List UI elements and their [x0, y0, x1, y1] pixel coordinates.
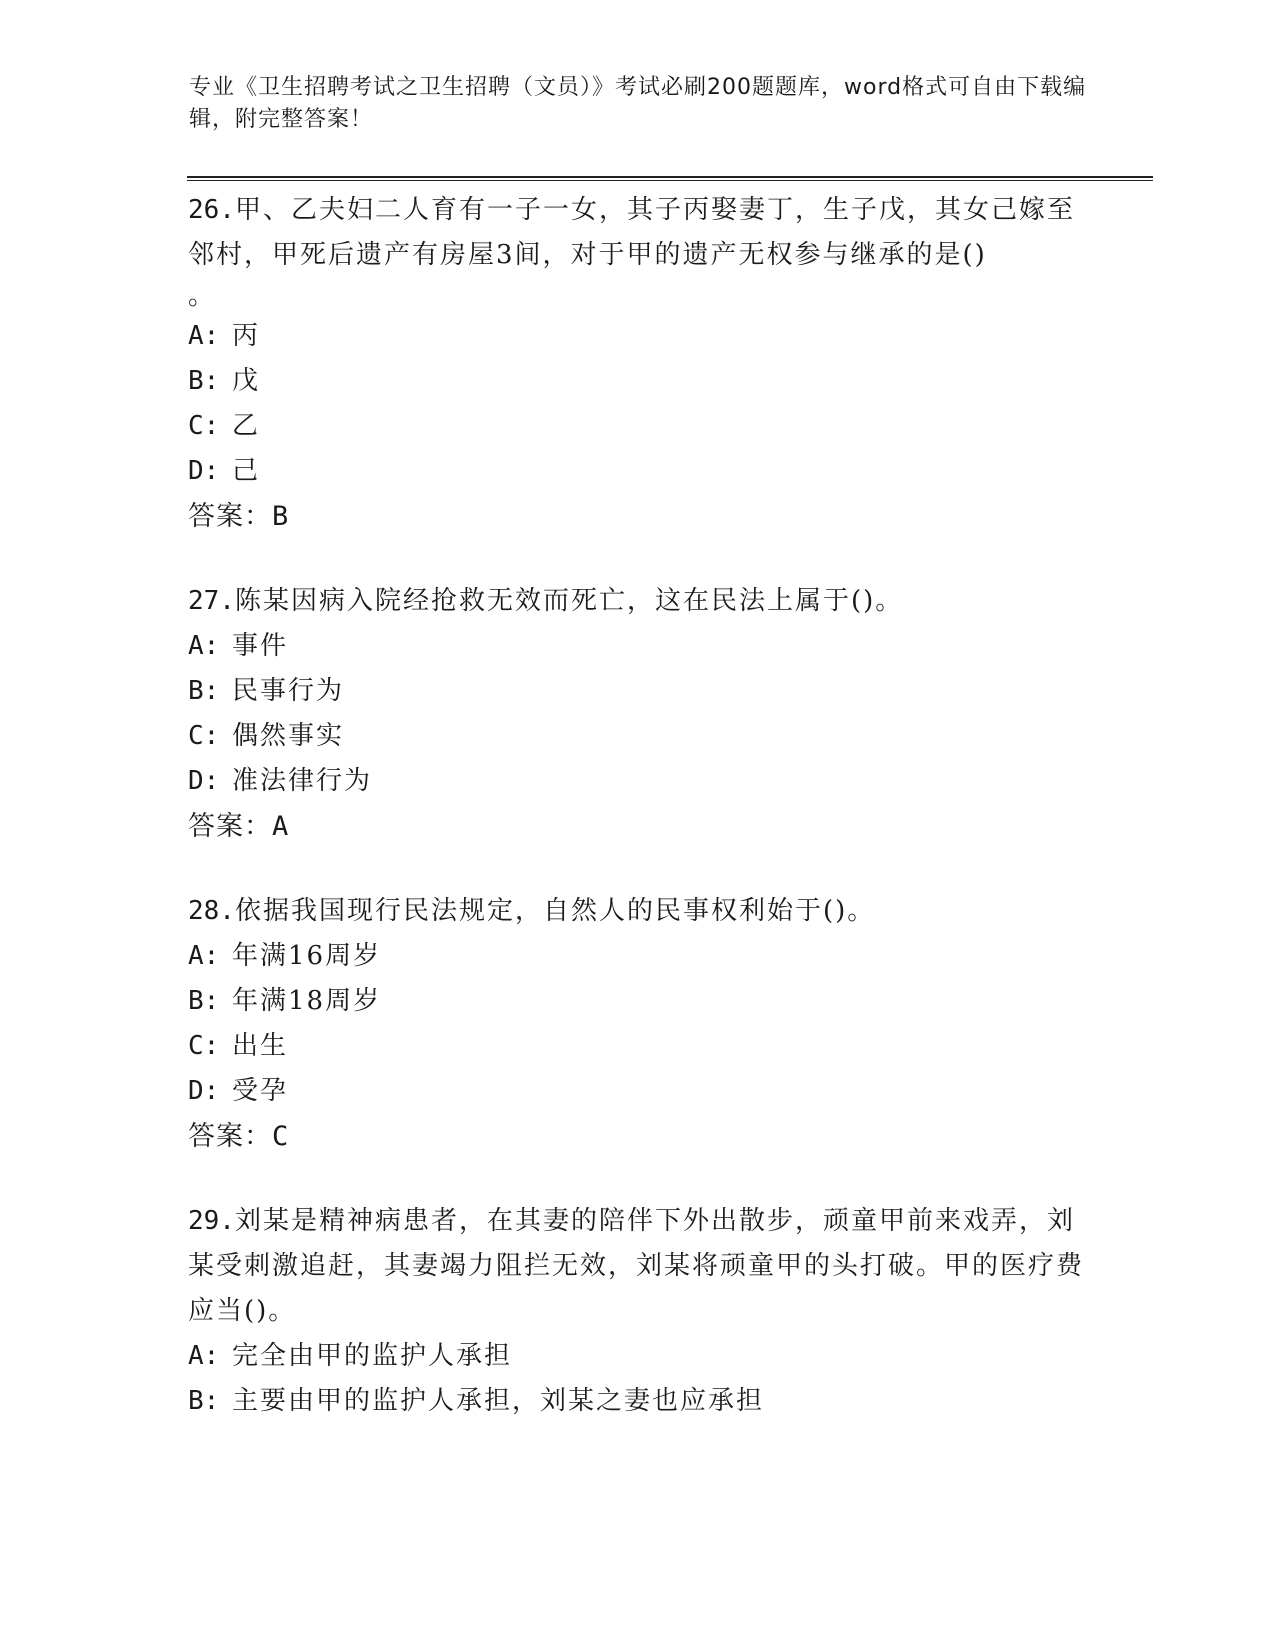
question-number: 27. [188, 586, 235, 616]
question-text-tail: 。 [188, 281, 217, 311]
document-header: 专业《卫生招聘考试之卫生招聘（文员）》考试必刷200题题库，word格式可自由下载编辑，附完整答案！ [189, 75, 1087, 132]
question-number: 29. [188, 1206, 235, 1236]
option-key: C: [188, 721, 220, 751]
option-d [188, 449, 1088, 494]
option-text: 偶然事实 [232, 721, 345, 751]
option-b [188, 669, 1088, 714]
option-key: A: [188, 321, 220, 351]
option-key: A: [188, 1341, 220, 1371]
option-d [188, 759, 1088, 804]
question-stem [188, 889, 1088, 934]
option-text: 年满18周岁 [232, 986, 382, 1016]
option-text: 完全由甲的监护人承担 [232, 1341, 513, 1371]
question-number: 26. [188, 195, 235, 225]
option-key: C: [188, 411, 220, 441]
question-number: 28. [188, 896, 235, 926]
option-a [188, 624, 1088, 669]
answer-line [188, 1114, 1088, 1159]
option-text: 出生 [232, 1031, 289, 1061]
option-text: 主要由甲的监护人承担，刘某之妻也应承担 [232, 1386, 765, 1416]
option-key: B: [188, 986, 220, 1016]
option-key: D: [188, 1076, 220, 1106]
option-key: B: [188, 366, 220, 396]
option-d [188, 1069, 1088, 1114]
question-text: 刘某是精神病患者，在其妻的陪伴下外出散步，顽童甲前来戏弄，刘某受刺激追赶，其妻竭力阻拦无效，刘某将顽童甲的头打破。甲的医疗费应当()。 [188, 1206, 1085, 1326]
option-b [188, 359, 1088, 404]
header-divider [187, 176, 1153, 181]
answer-line [188, 494, 1088, 539]
option-text: 己 [232, 456, 261, 486]
option-b [188, 979, 1088, 1024]
answer-label: 答案： [188, 811, 272, 842]
answer-line [188, 804, 1088, 849]
question-stem [188, 579, 1088, 624]
question-26 [188, 188, 1088, 539]
question-29 [188, 1199, 1088, 1424]
option-a [188, 1334, 1088, 1379]
question-list [188, 188, 1088, 1464]
question-28 [188, 889, 1088, 1159]
option-text: 丙 [232, 321, 261, 351]
answer-value: C [272, 1121, 290, 1152]
option-c [188, 1024, 1088, 1069]
option-b [188, 1379, 1088, 1424]
answer-label: 答案： [188, 501, 272, 532]
option-key: D: [188, 456, 220, 486]
answer-value: A [272, 811, 290, 842]
answer-label: 答案： [188, 1121, 272, 1152]
answer-value: B [272, 501, 290, 532]
question-text: 依据我国现行民法规定，自然人的民事权利始于()。 [234, 896, 876, 926]
option-key: A: [188, 631, 220, 661]
question-27 [188, 579, 1088, 849]
option-text: 受孕 [232, 1076, 289, 1106]
option-key: B: [188, 676, 220, 706]
option-text: 乙 [232, 411, 261, 441]
question-stem [188, 1199, 1088, 1334]
option-text: 民事行为 [232, 676, 345, 706]
option-text: 准法律行为 [232, 766, 373, 796]
option-c [188, 714, 1088, 759]
question-text: 甲、乙夫妇二人育有一子一女，其子丙娶妻丁，生子戊，其女己嫁至邻村，甲死后遗产有房屋3间，对于甲的遗产无权参与继承的是() [188, 195, 1075, 270]
option-text: 事件 [232, 631, 289, 661]
option-text: 戊 [232, 366, 261, 396]
option-a [188, 934, 1088, 979]
question-stem [188, 188, 1088, 278]
option-key: A: [188, 941, 220, 971]
option-c [188, 404, 1088, 449]
option-key: C: [188, 1031, 220, 1061]
option-key: B: [188, 1386, 220, 1416]
option-text: 年满16周岁 [232, 941, 382, 971]
option-key: D: [188, 766, 220, 796]
question-text: 陈某因病入院经抢救无效而死亡，这在民法上属于()。 [234, 586, 904, 616]
option-a [188, 314, 1088, 359]
